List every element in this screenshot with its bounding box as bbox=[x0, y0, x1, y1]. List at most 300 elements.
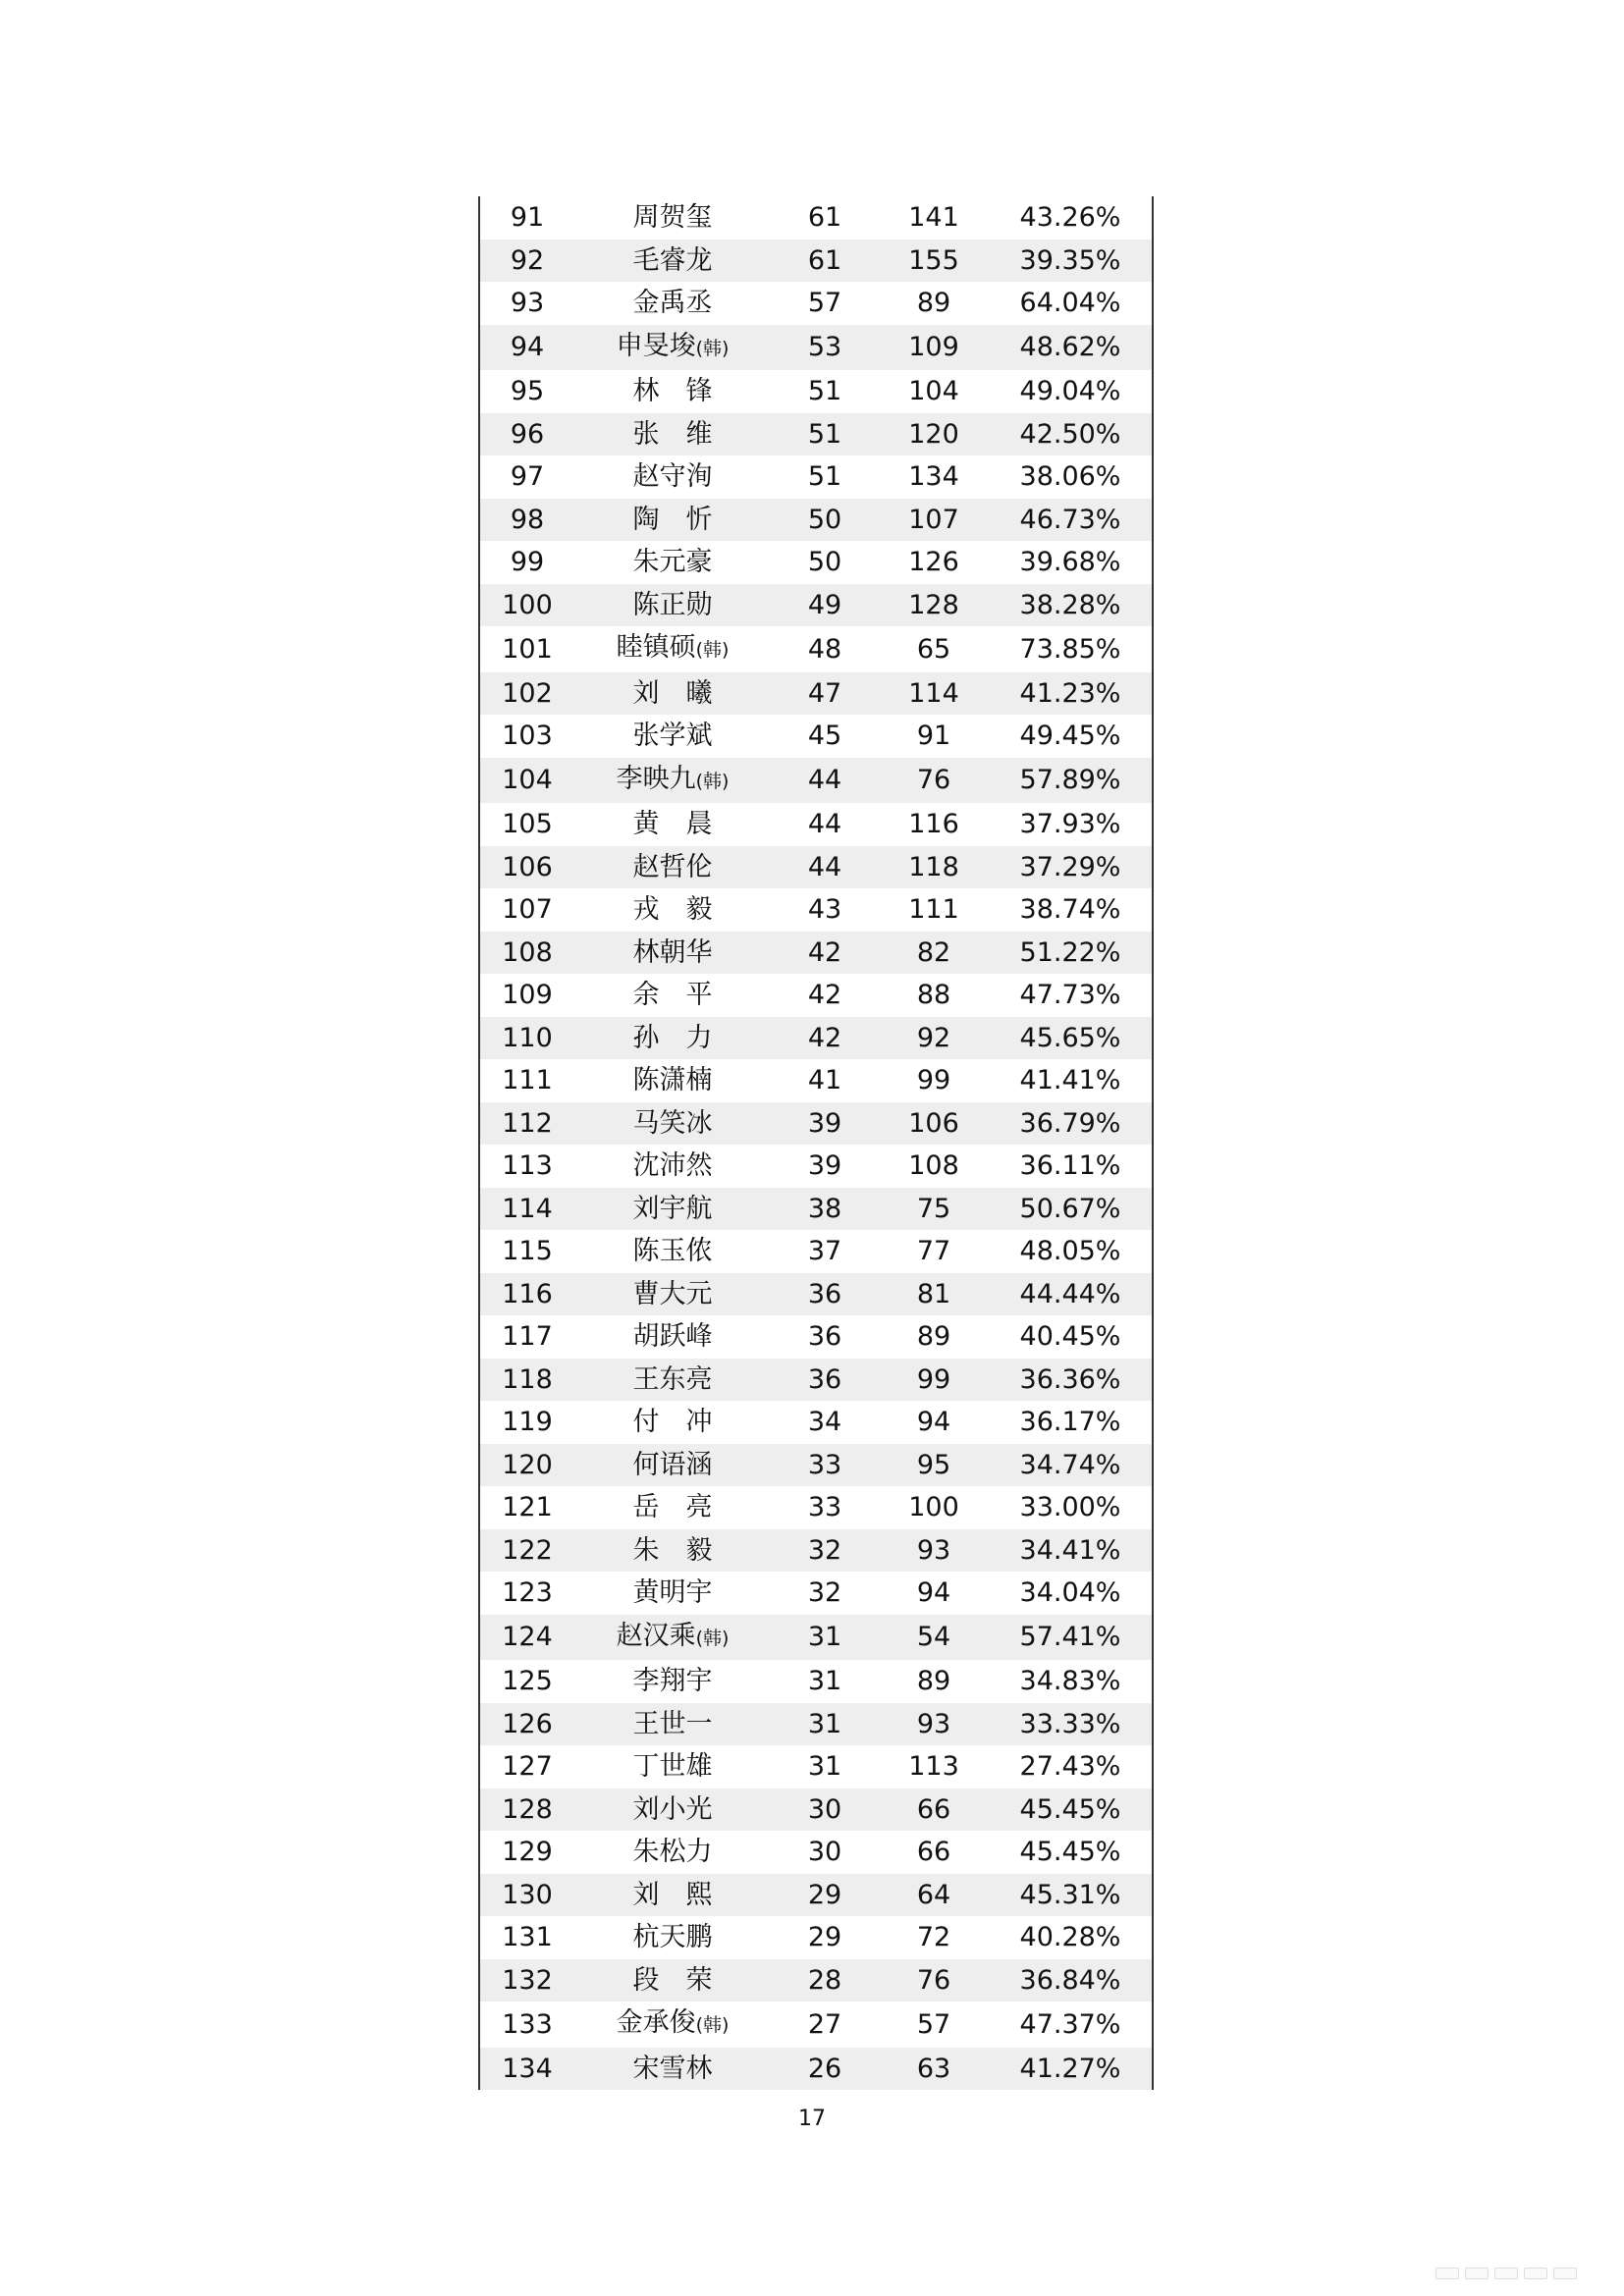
games-cell: 100 bbox=[879, 1486, 989, 1529]
player-name-cell bbox=[574, 541, 771, 584]
wins-cell: 61 bbox=[771, 240, 879, 283]
wins-cell: 47 bbox=[771, 672, 879, 716]
wins-cell: 44 bbox=[771, 758, 879, 804]
player-name: 宋雪林 bbox=[632, 2053, 713, 2084]
player-name-cell bbox=[574, 846, 771, 889]
nationality-tag: (韩) bbox=[695, 2014, 730, 2036]
player-name: 刘 曦 bbox=[632, 677, 713, 709]
games-cell: 76 bbox=[879, 1959, 989, 2002]
games-cell: 120 bbox=[879, 413, 989, 456]
games-cell: 82 bbox=[879, 932, 989, 975]
win-rate-cell: 44.44% bbox=[989, 1273, 1152, 1316]
table-row bbox=[480, 2002, 1152, 2048]
player-name-cell bbox=[574, 1660, 771, 1703]
wins-cell: 43 bbox=[771, 888, 879, 932]
wins-cell: 44 bbox=[771, 803, 879, 846]
rank-cell: 99 bbox=[480, 541, 574, 584]
player-name-cell bbox=[574, 974, 771, 1017]
nationality-tag: (韩) bbox=[695, 639, 730, 661]
player-name: 付 冲 bbox=[632, 1407, 713, 1437]
rank-cell: 101 bbox=[480, 626, 574, 672]
wins-cell: 39 bbox=[771, 1145, 879, 1188]
rank-cell: 96 bbox=[480, 413, 574, 456]
win-rate-cell: 41.41% bbox=[989, 1059, 1152, 1102]
table-row bbox=[480, 2048, 1152, 2091]
player-name: 毛睿龙 bbox=[632, 244, 713, 276]
table-row bbox=[480, 370, 1152, 413]
player-name: 陶 忻 bbox=[632, 504, 713, 535]
player-name-cell bbox=[574, 1273, 771, 1316]
rank-cell: 91 bbox=[480, 196, 574, 240]
player-name: 陈潇楠 bbox=[632, 1065, 713, 1095]
win-rate-cell: 64.04% bbox=[989, 282, 1152, 325]
player-name: 沈沛然 bbox=[632, 1150, 713, 1181]
rank-cell: 123 bbox=[480, 1572, 574, 1615]
wins-cell: 32 bbox=[771, 1572, 879, 1615]
player-name-cell bbox=[574, 455, 771, 499]
rank-cell: 115 bbox=[480, 1230, 574, 1273]
rank-cell: 95 bbox=[480, 370, 574, 413]
table-row bbox=[480, 1059, 1152, 1102]
win-rate-cell: 34.74% bbox=[989, 1444, 1152, 1487]
table-row bbox=[480, 282, 1152, 325]
rank-cell: 105 bbox=[480, 803, 574, 846]
table-row bbox=[480, 1273, 1152, 1316]
win-rate-cell: 33.33% bbox=[989, 1703, 1152, 1746]
rank-cell: 134 bbox=[480, 2048, 574, 2091]
table-row bbox=[480, 1745, 1152, 1789]
games-cell: 104 bbox=[879, 370, 989, 413]
win-rate-cell: 41.27% bbox=[989, 2048, 1152, 2091]
player-name-cell bbox=[574, 1916, 771, 1959]
player-name-cell bbox=[574, 240, 771, 283]
win-rate-cell: 36.11% bbox=[989, 1145, 1152, 1188]
player-name-cell bbox=[574, 1359, 771, 1402]
win-rate-cell: 37.93% bbox=[989, 803, 1152, 846]
games-cell: 93 bbox=[879, 1529, 989, 1573]
player-name-cell bbox=[574, 803, 771, 846]
table-row bbox=[480, 715, 1152, 758]
table-row bbox=[480, 1831, 1152, 1874]
win-rate-cell: 57.41% bbox=[989, 1615, 1152, 1661]
games-cell: 72 bbox=[879, 1916, 989, 1959]
games-cell: 116 bbox=[879, 803, 989, 846]
player-name: 余 平 bbox=[632, 980, 713, 1010]
wins-cell: 36 bbox=[771, 1359, 879, 1402]
games-cell: 92 bbox=[879, 1017, 989, 1060]
player-name: 陈正勋 bbox=[632, 589, 713, 620]
player-name: 曹大元 bbox=[632, 1278, 713, 1309]
player-name: 林朝华 bbox=[632, 936, 713, 968]
wins-cell: 29 bbox=[771, 1916, 879, 1959]
wins-cell: 33 bbox=[771, 1444, 879, 1487]
rank-cell: 118 bbox=[480, 1359, 574, 1402]
player-name: 朱元豪 bbox=[632, 547, 713, 577]
win-rate-cell: 45.65% bbox=[989, 1017, 1152, 1060]
wins-cell: 33 bbox=[771, 1486, 879, 1529]
rank-cell: 121 bbox=[480, 1486, 574, 1529]
win-rate-cell: 42.50% bbox=[989, 413, 1152, 456]
win-rate-cell: 49.45% bbox=[989, 715, 1152, 758]
games-cell: 109 bbox=[879, 325, 989, 371]
table-row bbox=[480, 1789, 1152, 1832]
rank-cell: 132 bbox=[480, 1959, 574, 2002]
table-row bbox=[480, 1916, 1152, 1959]
player-name: 刘小光 bbox=[632, 1793, 713, 1825]
rank-cell: 133 bbox=[480, 2002, 574, 2048]
win-rate-cell: 37.29% bbox=[989, 846, 1152, 889]
player-name-cell bbox=[574, 196, 771, 240]
player-name: 张学斌 bbox=[632, 721, 713, 751]
win-rate-cell: 45.45% bbox=[989, 1831, 1152, 1874]
wins-cell: 26 bbox=[771, 2048, 879, 2091]
wins-cell: 36 bbox=[771, 1273, 879, 1316]
wins-cell: 32 bbox=[771, 1529, 879, 1573]
wins-cell: 31 bbox=[771, 1745, 879, 1789]
wins-cell: 57 bbox=[771, 282, 879, 325]
table-row bbox=[480, 1315, 1152, 1359]
games-cell: 64 bbox=[879, 1874, 989, 1917]
win-rate-cell: 48.62% bbox=[989, 325, 1152, 371]
player-name-cell bbox=[574, 1572, 771, 1615]
player-name: 张 维 bbox=[632, 418, 713, 450]
win-rate-cell: 40.28% bbox=[989, 1916, 1152, 1959]
rank-cell: 112 bbox=[480, 1102, 574, 1146]
player-name: 陈玉侬 bbox=[632, 1236, 713, 1266]
games-cell: 141 bbox=[879, 196, 989, 240]
wins-cell: 31 bbox=[771, 1615, 879, 1661]
win-rate-cell: 43.26% bbox=[989, 196, 1152, 240]
win-rate-cell: 41.23% bbox=[989, 672, 1152, 716]
table-row bbox=[480, 932, 1152, 975]
table-row bbox=[480, 1230, 1152, 1273]
wins-cell: 31 bbox=[771, 1660, 879, 1703]
rank-cell: 120 bbox=[480, 1444, 574, 1487]
player-name-cell bbox=[574, 1959, 771, 2002]
table-row bbox=[480, 1572, 1152, 1615]
win-rate-cell: 36.79% bbox=[989, 1102, 1152, 1146]
wins-cell: 28 bbox=[771, 1959, 879, 2002]
player-name-cell bbox=[574, 1188, 771, 1231]
player-name: 王东亮 bbox=[632, 1363, 713, 1395]
rank-cell: 129 bbox=[480, 1831, 574, 1874]
nationality-tag: (韩) bbox=[695, 337, 730, 359]
wins-cell: 51 bbox=[771, 455, 879, 499]
rank-cell: 98 bbox=[480, 499, 574, 542]
wins-cell: 42 bbox=[771, 1017, 879, 1060]
player-name-cell bbox=[574, 370, 771, 413]
games-cell: 91 bbox=[879, 715, 989, 758]
wins-cell: 38 bbox=[771, 1188, 879, 1231]
games-cell: 94 bbox=[879, 1572, 989, 1615]
table-row bbox=[480, 1359, 1152, 1402]
player-name-cell bbox=[574, 758, 771, 804]
player-name: 马笑冰 bbox=[632, 1107, 713, 1139]
win-rate-cell: 36.36% bbox=[989, 1359, 1152, 1402]
player-name-cell bbox=[574, 584, 771, 627]
player-name: 王世一 bbox=[632, 1708, 713, 1739]
win-rate-cell: 34.04% bbox=[989, 1572, 1152, 1615]
wins-cell: 41 bbox=[771, 1059, 879, 1102]
table-row bbox=[480, 758, 1152, 804]
wins-cell: 50 bbox=[771, 499, 879, 542]
player-name: 赵哲伦 bbox=[632, 851, 713, 882]
games-cell: 106 bbox=[879, 1102, 989, 1146]
games-cell: 113 bbox=[879, 1745, 989, 1789]
ranking-table-body bbox=[480, 196, 1152, 2090]
rank-cell: 102 bbox=[480, 672, 574, 716]
rank-cell: 94 bbox=[480, 325, 574, 371]
games-cell: 75 bbox=[879, 1188, 989, 1231]
games-cell: 94 bbox=[879, 1401, 989, 1444]
wins-cell: 51 bbox=[771, 370, 879, 413]
player-name-cell bbox=[574, 888, 771, 932]
table-row bbox=[480, 325, 1152, 371]
player-name-cell bbox=[574, 2048, 771, 2091]
games-cell: 89 bbox=[879, 282, 989, 325]
player-name-cell bbox=[574, 1230, 771, 1273]
player-name: 孙 力 bbox=[632, 1022, 713, 1053]
player-name-cell bbox=[574, 1017, 771, 1060]
rank-cell: 119 bbox=[480, 1401, 574, 1444]
wins-cell: 44 bbox=[771, 846, 879, 889]
rank-cell: 130 bbox=[480, 1874, 574, 1917]
table-row bbox=[480, 1959, 1152, 2002]
games-cell: 118 bbox=[879, 846, 989, 889]
games-cell: 107 bbox=[879, 499, 989, 542]
win-rate-cell: 33.00% bbox=[989, 1486, 1152, 1529]
rank-cell: 128 bbox=[480, 1789, 574, 1832]
rank-cell: 104 bbox=[480, 758, 574, 804]
table-row bbox=[480, 455, 1152, 499]
player-name: 丁世雄 bbox=[632, 1751, 713, 1782]
rank-cell: 92 bbox=[480, 240, 574, 283]
rank-cell: 125 bbox=[480, 1660, 574, 1703]
table-row bbox=[480, 240, 1152, 283]
rank-cell: 107 bbox=[480, 888, 574, 932]
wins-cell: 49 bbox=[771, 584, 879, 627]
player-name-cell bbox=[574, 325, 771, 371]
player-name: 段 荣 bbox=[632, 1964, 713, 1996]
rank-cell: 100 bbox=[480, 584, 574, 627]
wins-cell: 61 bbox=[771, 196, 879, 240]
table-row bbox=[480, 1401, 1152, 1444]
page-strip bbox=[1435, 2268, 1577, 2279]
games-cell: 65 bbox=[879, 626, 989, 672]
player-name-cell bbox=[574, 1444, 771, 1487]
win-rate-cell: 39.35% bbox=[989, 240, 1152, 283]
player-name: 何语涵 bbox=[632, 1449, 713, 1480]
games-cell: 89 bbox=[879, 1660, 989, 1703]
table-row bbox=[480, 1615, 1152, 1661]
win-rate-cell: 38.74% bbox=[989, 888, 1152, 932]
win-rate-cell: 49.04% bbox=[989, 370, 1152, 413]
win-rate-cell: 34.41% bbox=[989, 1529, 1152, 1573]
wins-cell: 53 bbox=[771, 325, 879, 371]
wins-cell: 30 bbox=[771, 1789, 879, 1832]
player-name: 戎 毅 bbox=[632, 894, 713, 925]
games-cell: 54 bbox=[879, 1615, 989, 1661]
table-row bbox=[480, 803, 1152, 846]
table-row bbox=[480, 672, 1152, 716]
table-row bbox=[480, 1874, 1152, 1917]
player-name-cell bbox=[574, 1401, 771, 1444]
table-row bbox=[480, 1145, 1152, 1188]
table-row bbox=[480, 584, 1152, 627]
games-cell: 66 bbox=[879, 1789, 989, 1832]
games-cell: 134 bbox=[879, 455, 989, 499]
rank-cell: 103 bbox=[480, 715, 574, 758]
ranking-table bbox=[480, 196, 1152, 2090]
games-cell: 155 bbox=[879, 240, 989, 283]
player-name: 岳 亮 bbox=[632, 1492, 713, 1522]
win-rate-cell: 57.89% bbox=[989, 758, 1152, 804]
wins-cell: 29 bbox=[771, 1874, 879, 1917]
games-cell: 111 bbox=[879, 888, 989, 932]
table-row bbox=[480, 196, 1152, 240]
rank-cell: 111 bbox=[480, 1059, 574, 1102]
player-name-cell bbox=[574, 672, 771, 716]
table-row bbox=[480, 1188, 1152, 1231]
wins-cell: 42 bbox=[771, 974, 879, 1017]
table-row bbox=[480, 541, 1152, 584]
player-name-cell bbox=[574, 499, 771, 542]
wins-cell: 42 bbox=[771, 932, 879, 975]
page-strip-marker bbox=[1494, 2268, 1518, 2279]
player-name: 黄明宇 bbox=[632, 1577, 713, 1608]
wins-cell: 36 bbox=[771, 1315, 879, 1359]
table-row bbox=[480, 626, 1152, 672]
player-name: 刘 熙 bbox=[632, 1879, 713, 1910]
wins-cell: 31 bbox=[771, 1703, 879, 1746]
games-cell: 99 bbox=[879, 1059, 989, 1102]
ranking-table-frame bbox=[478, 196, 1154, 2090]
player-name: 赵汉乘 bbox=[616, 1620, 696, 1651]
games-cell: 63 bbox=[879, 2048, 989, 2091]
player-name: 杭天鹏 bbox=[632, 1922, 713, 1952]
player-name-cell bbox=[574, 1615, 771, 1661]
rank-cell: 126 bbox=[480, 1703, 574, 1746]
page-strip-marker bbox=[1524, 2268, 1547, 2279]
win-rate-cell: 36.17% bbox=[989, 1401, 1152, 1444]
rank-cell: 109 bbox=[480, 974, 574, 1017]
page-number: 17 bbox=[798, 2107, 826, 2131]
player-name: 赵守洵 bbox=[632, 461, 713, 492]
rank-cell: 116 bbox=[480, 1273, 574, 1316]
games-cell: 114 bbox=[879, 672, 989, 716]
table-row bbox=[480, 974, 1152, 1017]
player-name: 睦镇硕 bbox=[616, 632, 696, 663]
table-row bbox=[480, 1529, 1152, 1573]
table-row bbox=[480, 1703, 1152, 1746]
rank-cell: 106 bbox=[480, 846, 574, 889]
games-cell: 108 bbox=[879, 1145, 989, 1188]
rank-cell: 117 bbox=[480, 1315, 574, 1359]
table-row bbox=[480, 1486, 1152, 1529]
page-strip-marker bbox=[1465, 2268, 1489, 2279]
player-name-cell bbox=[574, 413, 771, 456]
games-cell: 89 bbox=[879, 1315, 989, 1359]
win-rate-cell: 45.45% bbox=[989, 1789, 1152, 1832]
table-row bbox=[480, 888, 1152, 932]
table-row bbox=[480, 1444, 1152, 1487]
player-name: 朱 毅 bbox=[632, 1534, 713, 1566]
wins-cell: 37 bbox=[771, 1230, 879, 1273]
games-cell: 95 bbox=[879, 1444, 989, 1487]
win-rate-cell: 38.06% bbox=[989, 455, 1152, 499]
wins-cell: 34 bbox=[771, 1401, 879, 1444]
games-cell: 126 bbox=[879, 541, 989, 584]
games-cell: 66 bbox=[879, 1831, 989, 1874]
player-name: 胡跃峰 bbox=[632, 1321, 713, 1352]
wins-cell: 51 bbox=[771, 413, 879, 456]
win-rate-cell: 36.84% bbox=[989, 1959, 1152, 2002]
win-rate-cell: 45.31% bbox=[989, 1874, 1152, 1917]
games-cell: 93 bbox=[879, 1703, 989, 1746]
page-strip-marker bbox=[1553, 2268, 1577, 2279]
rank-cell: 97 bbox=[480, 455, 574, 499]
win-rate-cell: 34.83% bbox=[989, 1660, 1152, 1703]
table-row bbox=[480, 1660, 1152, 1703]
games-cell: 57 bbox=[879, 2002, 989, 2048]
player-name: 黄 晨 bbox=[632, 809, 713, 839]
nationality-tag: (韩) bbox=[695, 770, 730, 792]
table-row bbox=[480, 413, 1152, 456]
player-name-cell bbox=[574, 1789, 771, 1832]
games-cell: 77 bbox=[879, 1230, 989, 1273]
table-row bbox=[480, 846, 1152, 889]
wins-cell: 45 bbox=[771, 715, 879, 758]
rank-cell: 122 bbox=[480, 1529, 574, 1573]
win-rate-cell: 47.73% bbox=[989, 974, 1152, 1017]
player-name-cell bbox=[574, 1874, 771, 1917]
player-name-cell bbox=[574, 1529, 771, 1573]
player-name-cell bbox=[574, 1703, 771, 1746]
wins-cell: 50 bbox=[771, 541, 879, 584]
player-name: 李映九 bbox=[616, 763, 696, 794]
player-name: 金禹丞 bbox=[632, 288, 713, 318]
player-name: 申旻埈 bbox=[616, 330, 696, 361]
rank-cell: 127 bbox=[480, 1745, 574, 1789]
win-rate-cell: 48.05% bbox=[989, 1230, 1152, 1273]
rank-cell: 124 bbox=[480, 1615, 574, 1661]
player-name: 朱松力 bbox=[632, 1837, 713, 1867]
rank-cell: 110 bbox=[480, 1017, 574, 1060]
win-rate-cell: 40.45% bbox=[989, 1315, 1152, 1359]
win-rate-cell: 73.85% bbox=[989, 626, 1152, 672]
games-cell: 76 bbox=[879, 758, 989, 804]
win-rate-cell: 50.67% bbox=[989, 1188, 1152, 1231]
player-name-cell bbox=[574, 626, 771, 672]
wins-cell: 39 bbox=[771, 1102, 879, 1146]
wins-cell: 48 bbox=[771, 626, 879, 672]
table-row bbox=[480, 499, 1152, 542]
player-name-cell bbox=[574, 932, 771, 975]
table-row bbox=[480, 1017, 1152, 1060]
player-name-cell bbox=[574, 2002, 771, 2048]
win-rate-cell: 27.43% bbox=[989, 1745, 1152, 1789]
rank-cell: 108 bbox=[480, 932, 574, 975]
player-name: 周贺玺 bbox=[632, 202, 713, 233]
win-rate-cell: 46.73% bbox=[989, 499, 1152, 542]
nationality-tag: (韩) bbox=[695, 1627, 730, 1649]
win-rate-cell: 38.28% bbox=[989, 584, 1152, 627]
win-rate-cell: 51.22% bbox=[989, 932, 1152, 975]
player-name-cell bbox=[574, 1745, 771, 1789]
page-strip-marker bbox=[1435, 2268, 1459, 2279]
player-name: 林 锋 bbox=[632, 376, 713, 406]
player-name: 金承俊 bbox=[616, 2007, 696, 2038]
